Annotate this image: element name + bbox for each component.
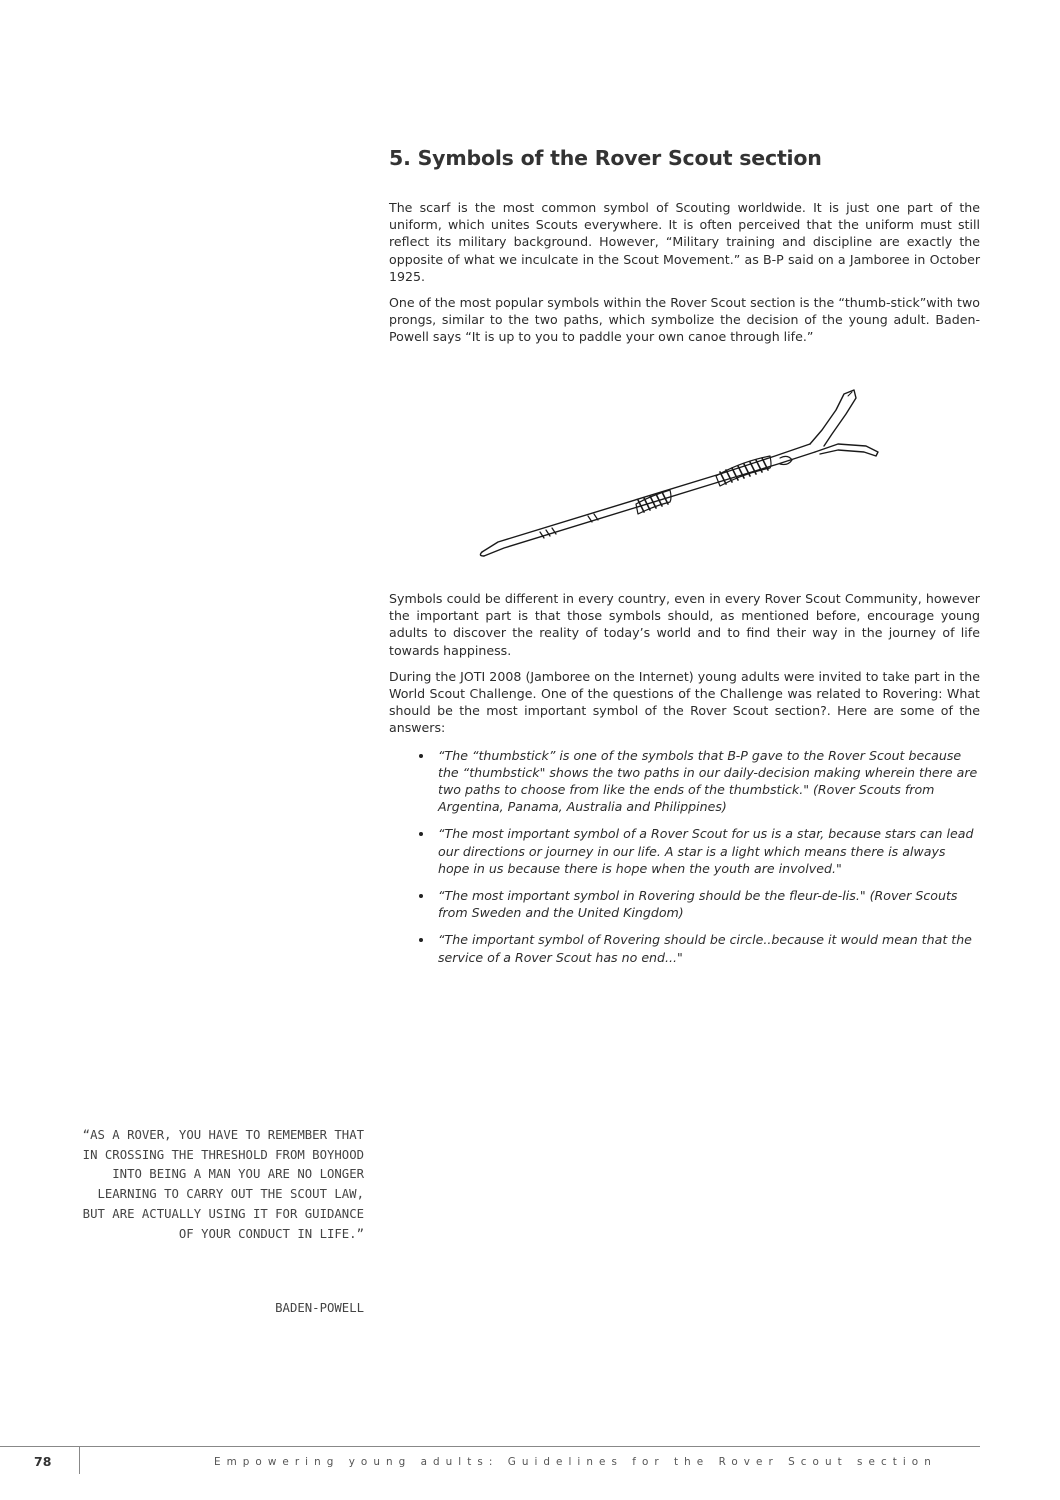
answer-item: “The “thumbstick” is one of the symbols that B-P gave to the Rover Scout because the “thumbstick" shows the two paths in our daily-decision making wherein there are two paths to choose from like the ends of the thumbstick." (Rover Scouts from Argentina, Panama, Australia and Philippines) (438, 747, 980, 816)
thumbstick-illustration (470, 382, 890, 562)
answer-item: “The important symbol of Rovering should be circle..because it would mean that the service of a Rover Scout has no end..." (438, 931, 980, 965)
intro-text (389, 199, 980, 355)
footer-divider (79, 1446, 80, 1474)
sidebar-quote: “AS A ROVER, YOU HAVE TO REMEMBER THAT IN CROSSING THE THRESHOLD FROM BOYHOOD INTO BEING A MAN YOU ARE NO LONGER LEARNING TO CARRY OUT THE SCOUT LAW, BUT ARE ACTUALLY USING IT FOR GUIDANCE OF YOUR CONDUCT IN LIFE.” (82, 1128, 364, 1241)
section-heading: 5. Symbols of the Rover Scout section (389, 146, 822, 170)
page-number: 78 (34, 1454, 52, 1469)
footer-rule (0, 1446, 980, 1447)
quote-author: BADEN-POWELL (275, 1301, 364, 1315)
answer-item: “The most important symbol of a Rover Scout for us is a star, because stars can lead our directions or journey in our life. A star is a light which means there is always hope in us because there is hope when the youth are involved." (438, 825, 980, 877)
answer-item: “The most important symbol in Rovering should be the fleur-de-lis." (Rover Scouts from Sweden and the United Kingdom) (438, 887, 980, 921)
answers-list (389, 747, 980, 966)
symbols-text (389, 590, 980, 976)
paragraph-countries: Symbols could be different in every country, even in every Rover Scout Community, however the important part is that those symbols should, as mentioned before, encourage young adults to discover the reality of today’s world and to find their way in the journey of life towards happiness. (389, 591, 980, 658)
paragraph-scarf: The scarf is the most common symbol of Scouting worldwide. It is just one part of the uniform, which unites Scouts everywhere. It is often perceived that the uniform must still reflect its military background. However, “Military training and discipline are exactly the opposite of what we inculcate in the Scout Movement.” as B-P said on a Jamboree in October 1925. (389, 200, 980, 284)
paragraph-thumbstick: One of the most popular symbols within the Rover Scout section is the “thumb-stick”with two prongs, similar to the two paths, which symbolize the decision of the young adult. Baden-Powell says “It is up to you to paddle your own canoe through life.” (389, 295, 980, 345)
footer-title: Empowering young adults: Guidelines for the Rover Scout section (214, 1456, 937, 1468)
paragraph-joti: During the JOTI 2008 (Jamboree on the Internet) young adults were invited to take part in the World Scout Challenge. One of the questions of the Challenge was related to Rovering: What should be the most important symbol of the Rover Scout section?. Here are some of the answers: (389, 668, 980, 736)
